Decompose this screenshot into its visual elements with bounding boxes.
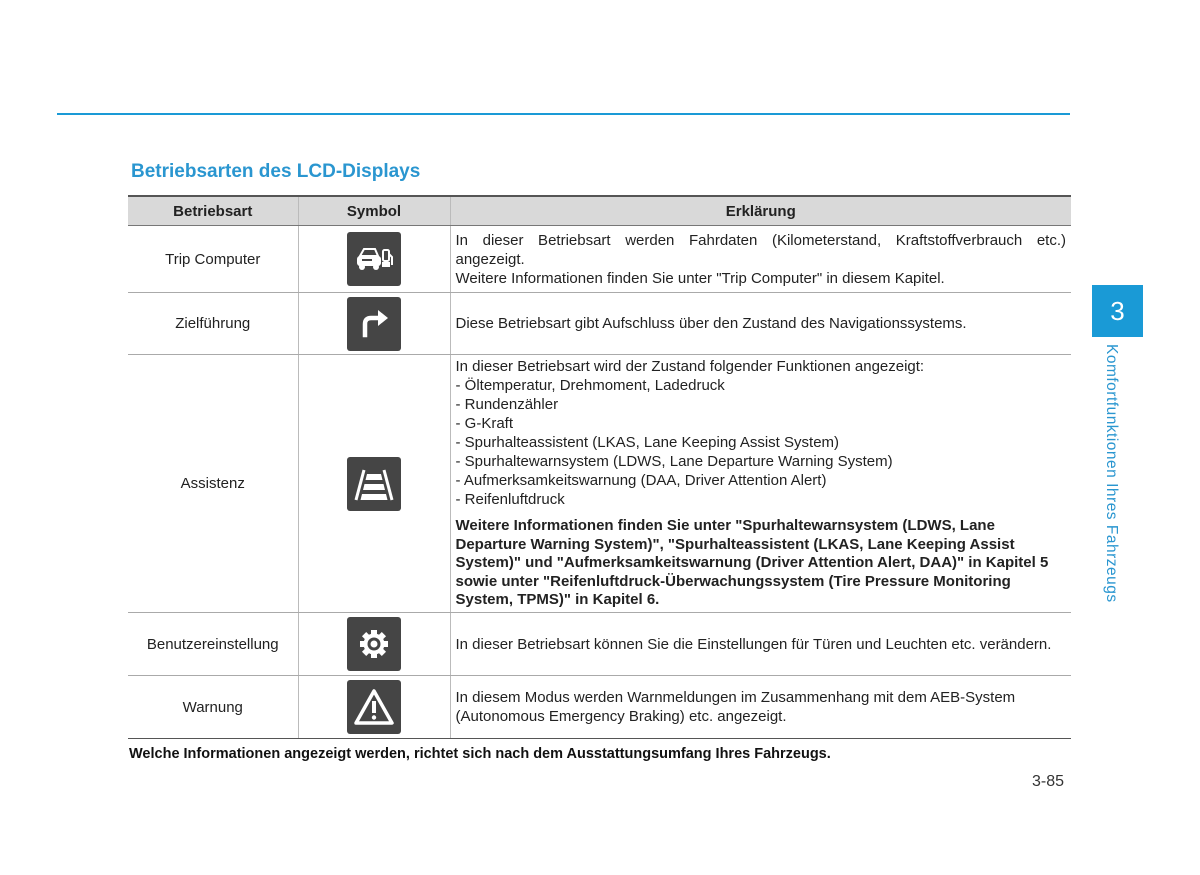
mode-name: Benutzereinstellung: [128, 613, 298, 676]
mode-name: Warnung: [128, 676, 298, 739]
chapter-number-tab: 3: [1092, 285, 1143, 337]
explanation-text: - Spurhalteassistent (LKAS, Lane Keeping Assist System): [455, 434, 840, 452]
explanation-text: - Öltemperatur, Drehmoment, Ladedruck: [455, 377, 725, 395]
table-header-row: [128, 196, 1071, 226]
chapter-title: Komfortfunktionen Ihres Fahrzeugs: [1103, 344, 1120, 603]
turn-arrow-icon: [347, 297, 401, 351]
symbol-cell: [298, 293, 450, 355]
explanation-cell: [450, 676, 1071, 739]
top-rule: [57, 113, 1070, 115]
reference-note: Weitere Informationen finden Sie unter "Spurhaltewarnsystem (LDWS, Lane Departure Warning System)", "Spurhalteassistent (LKAS, Lane Keeping Assist System)" und "Aufmerksamkeitswarnung (Driver Attention Alert, DAA)" in Kapitel 5 sowie unter "Reifenluftdruck-Überwachungssystem (Tire Pressure Monitoring System, TPMS)" in Kapitel 6.: [455, 517, 1049, 609]
table-row: [128, 293, 1071, 355]
explanation-text: In diesem Modus werden Warnmeldungen im Zusammenhang mit dem AEB-System (Autonomous Emergency Braking) etc. angezeigt.: [455, 689, 1016, 725]
explanation-text: Diese Betriebsart gibt Aufschluss über den Zustand des Navigationssystems.: [455, 315, 967, 332]
fuel-car-icon: [347, 232, 401, 286]
page-title: Betriebsarten des LCD-Displays: [131, 161, 421, 182]
lane-assist-icon: [347, 457, 401, 511]
explanation-text: - Spurhaltewarnsystem (LDWS, Lane Departure Warning System): [455, 453, 893, 471]
explanation-text: In dieser Betriebsart wird der Zustand folgender Funktionen angezeigt:: [455, 358, 925, 376]
explanation-text: - G-Kraft: [455, 415, 514, 433]
table-row: [128, 676, 1071, 739]
explanation-cell: [450, 293, 1071, 355]
display-modes-table: [128, 195, 1071, 739]
header-mode: Betriebsart: [128, 196, 298, 226]
symbol-cell: [298, 355, 450, 613]
explanation-text: - Rundenzähler: [455, 396, 559, 414]
symbol-cell: [298, 676, 450, 739]
explanation-cell: [450, 355, 1071, 613]
symbol-cell: [298, 613, 450, 676]
explanation-text: In dieser Betriebsart werden Fahrdaten (Kilometerstand, Kraftstoffverbrauch etc.) angezeigt.: [455, 231, 1066, 268]
explanation-text: Weitere Informationen finden Sie unter "Trip Computer" in diesem Kapitel.: [455, 269, 945, 287]
header-symbol: Symbol: [298, 196, 450, 226]
table-row: [128, 226, 1071, 293]
warning-triangle-icon: [347, 680, 401, 734]
mode-name: Zielführung: [128, 293, 298, 355]
footnote: Welche Informationen angezeigt werden, richtet sich nach dem Ausstattungsumfang Ihres Fahrzeugs.: [129, 746, 831, 762]
gear-icon: [347, 617, 401, 671]
explanation-cell: [450, 613, 1071, 676]
header-explanation: Erklärung: [450, 196, 1071, 226]
explanation-text: - Reifenluftdruck: [455, 491, 565, 509]
explanation-text: - Aufmerksamkeitswarnung (DAA, Driver Attention Alert): [455, 472, 827, 490]
mode-name: Trip Computer: [128, 226, 298, 293]
table-row: [128, 613, 1071, 676]
explanation-text: In dieser Betriebsart können Sie die Einstellungen für Türen und Leuchten etc. verändern.: [455, 635, 1052, 653]
mode-name: Assistenz: [128, 355, 298, 613]
page-number: 3-85: [1032, 773, 1065, 790]
explanation-cell: [450, 226, 1071, 293]
table-row: [128, 355, 1071, 613]
symbol-cell: [298, 226, 450, 293]
